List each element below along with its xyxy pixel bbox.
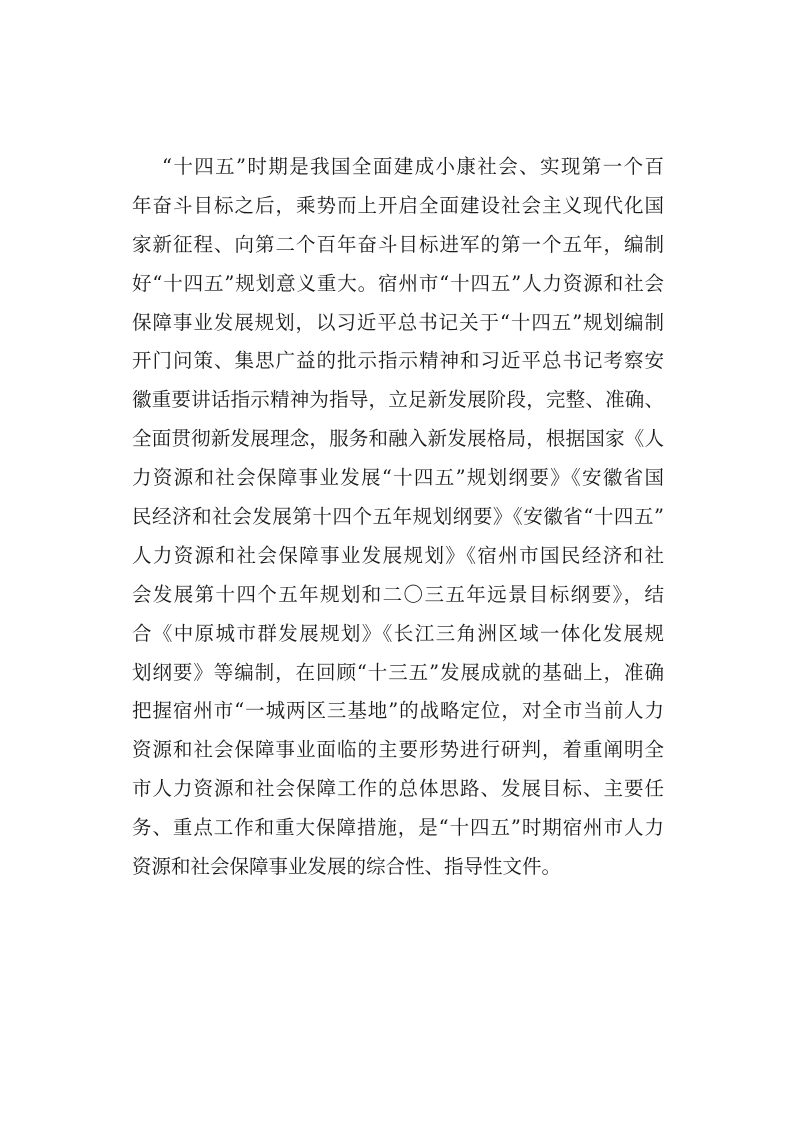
paragraph-line: 把握宿州市“一城两区三基地”的战略定位，对全市当前人力 [132,699,664,723]
paragraph-line: 家新征程、向第二个百年奋斗目标进军的第一个五年，编制 [132,232,664,256]
paragraph-line: 力资源和社会保障事业发展“十四五”规划纲要》《安徽省国 [132,466,664,490]
paragraph-line: 民经济和社会发展第十四个五年规划纲要》《安徽省“十四五” [132,505,664,529]
paragraph-line: 好“十四五”规划意义重大。宿州市“十四五”人力资源和社会 [132,271,664,295]
paragraph-line: 划纲要》等编制，在回顾“十三五”发展成就的基础上，准确 [132,660,664,684]
paragraph-line: 资源和社会保障事业面临的主要形势进行研判，着重阐明全 [132,738,664,762]
paragraph-line: 全面贯彻新发展理念，服务和融入新发展格局，根据国家《人 [132,427,664,451]
paragraph-line: 人力资源和社会保障事业发展规划》《宿州市国民经济和社 [132,543,664,567]
paragraph-line: 保障事业发展规划，以习近平总书记关于“十四五”规划编制 [132,310,664,334]
paragraph-line: 徽重要讲话指示精神为指导，立足新发展阶段，完整、准确、 [132,388,664,412]
body-paragraph [132,148,664,887]
paragraph-line: 年奋斗目标之后，乘势而上开启全面建设社会主义现代化国 [132,193,664,217]
paragraph-line: 市人力资源和社会保障工作的总体思路、发展目标、主要任 [132,777,664,801]
paragraph-line: 资源和社会保障事业发展的综合性、指导性文件。 [132,855,562,879]
paragraph-line: 开门问策、集思广益的批示指示精神和习近平总书记考察安 [132,349,664,373]
paragraph-line: “十四五”时期是我国全面建成小康社会、实现第一个百 [162,155,664,178]
paragraph-line: 务、重点工作和重大保障措施，是“十四五”时期宿州市人力 [132,816,664,840]
paragraph-line: 合《中原城市群发展规划》《长江三角洲区域一体化发展规 [132,621,664,645]
paragraph-line: 会发展第十四个五年规划和二〇三五年远景目标纲要》，结 [132,582,664,606]
